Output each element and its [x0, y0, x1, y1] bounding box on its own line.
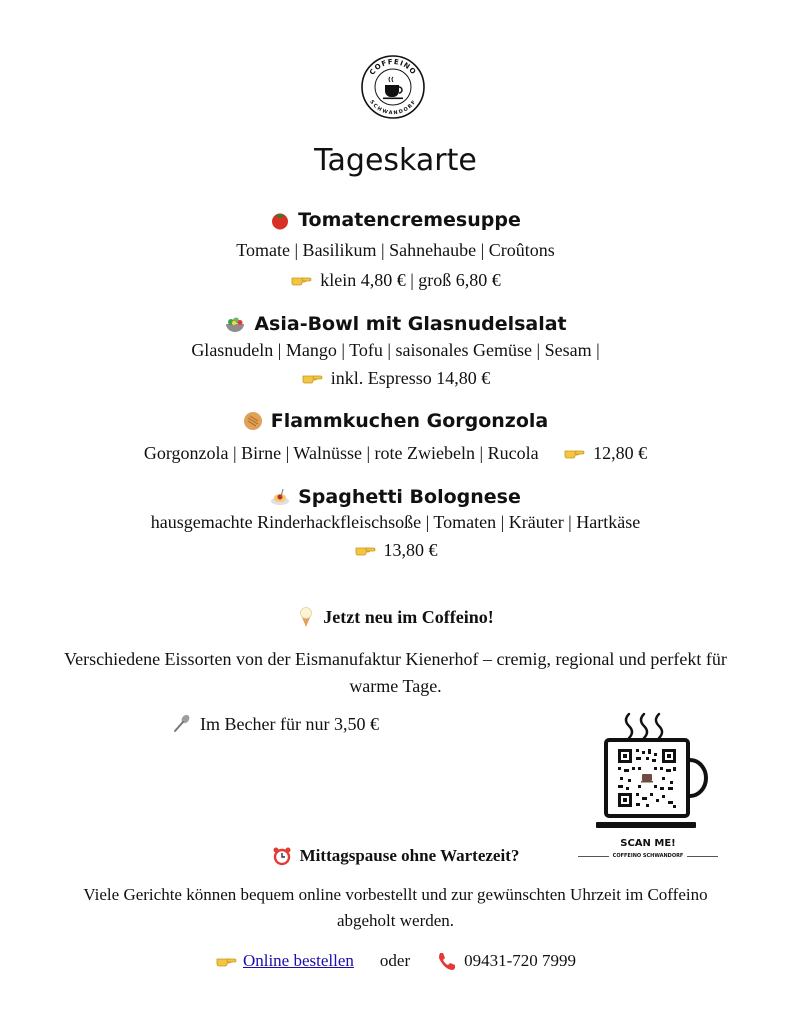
pointing-hand-icon: [215, 952, 237, 970]
tomato-icon: [270, 210, 290, 230]
dish-flammkuchen-heading: [0, 410, 791, 432]
pointing-hand-icon: [301, 369, 323, 387]
logo-bottom-text: SCHWANDORF: [368, 99, 418, 117]
dish-ingredients: hausgemachte Rinderhackfleischsoße | Tomaten | Kräuter | Hartkäse: [150, 512, 641, 532]
alarm-clock-icon: [272, 846, 292, 866]
phone-icon: [436, 951, 456, 971]
pointing-hand-icon: [563, 444, 585, 462]
or-text: oder: [379, 951, 411, 970]
dish-name: Spaghetti Bolognese: [298, 486, 521, 508]
dish-ingredients-price-row: [0, 443, 791, 464]
page-title: Tageskarte: [314, 143, 477, 178]
dish-price-row: [0, 368, 791, 389]
dish-ingredients: Tomate | Basilikum | Sahnehaube | Croûtons: [236, 240, 555, 260]
dish-name: Flammkuchen Gorgonzola: [270, 410, 549, 432]
dish-price: 12,80 €: [593, 443, 648, 463]
phone-number[interactable]: 09431-720 7999: [464, 951, 577, 970]
news-heading: Jetzt neu im Coffeino!: [323, 606, 494, 627]
salad-bowl-icon: [224, 314, 246, 334]
spaghetti-icon: [270, 487, 290, 507]
logo-top-text: COFFEINO: [368, 57, 418, 77]
lunch-heading-row: [0, 846, 791, 866]
dish-price: 13,80 €: [383, 540, 438, 560]
dish-spaghetti-heading: [0, 486, 791, 508]
dish-name: Tomatencremesuppe: [298, 209, 521, 231]
spoon-icon: [172, 713, 192, 733]
dish-price: klein 4,80 € | groß 6,80 €: [320, 270, 501, 290]
news-offer: Im Becher für nur 3,50 €: [200, 714, 379, 734]
coffeino-logo: [360, 54, 426, 120]
flatbread-icon: [243, 411, 263, 431]
dish-asia-bowl-heading: [0, 313, 791, 335]
dish-tomato-soup-heading: [0, 209, 791, 231]
dish-price: inkl. Espresso 14,80 €: [330, 368, 491, 388]
news-heading-row: [0, 606, 791, 628]
ice-cream-icon: [297, 606, 315, 628]
scan-me-sub: COFFEINO SCHWANDORF: [612, 853, 684, 859]
pointing-hand-icon: [354, 541, 376, 559]
dish-ingredients: Glasnudeln | Mango | Tofu | saisonales Gemüse | Sesam |: [191, 340, 600, 360]
scan-me-label: SCAN ME!: [620, 838, 676, 849]
pointing-hand-icon: [290, 271, 312, 289]
dish-price-row: [0, 540, 791, 561]
qr-code-mug[interactable]: [594, 710, 724, 835]
contact-row: [0, 951, 791, 971]
dish-ingredients: Gorgonzola | Birne | Walnüsse | rote Zwiebeln | Rucola: [143, 443, 539, 463]
lunch-text: Viele Gerichte können bequem online vorbestellt und zur gewünschten Uhrzeit im Coffeino abgeholt werden.: [83, 885, 708, 930]
dish-name: Asia-Bowl mit Glasnudelsalat: [254, 313, 567, 335]
news-text: Verschiedene Eissorten von der Eismanufaktur Kienerhof – cremig, regional und perfekt für warme Tage.: [64, 649, 727, 696]
lunch-heading: Mittagspause ohne Wartezeit?: [299, 846, 520, 865]
online-order-link[interactable]: Online bestellen: [242, 951, 354, 970]
dish-price-row: [0, 270, 791, 291]
news-offer-row: [0, 713, 671, 735]
